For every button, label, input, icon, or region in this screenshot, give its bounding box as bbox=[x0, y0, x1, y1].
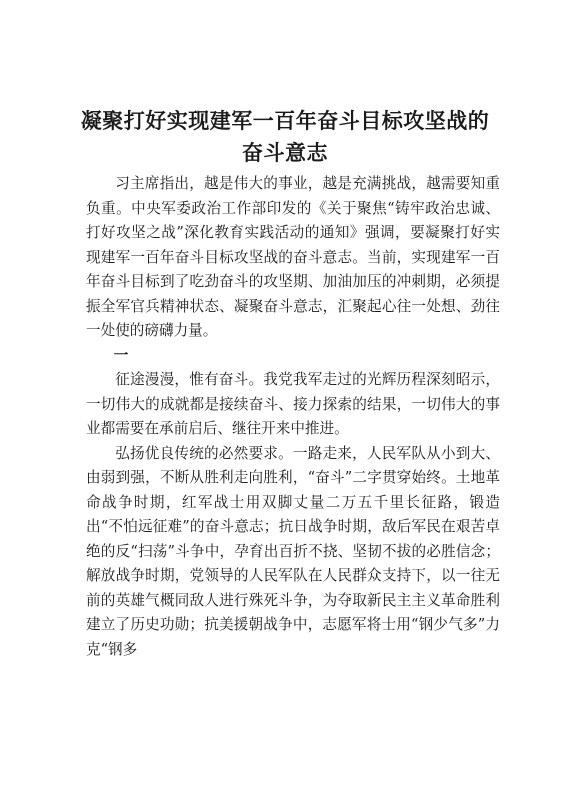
document-title-line-1: 凝聚打好实现建军一百年奋斗目标攻坚战的 bbox=[80, 108, 490, 133]
intro-paragraph: 习主席指出，越是伟大的事业，越是充满挑战，越需要知重负重。中央军委政治工作部印发的《关于聚焦“铸牢政治忠诚、打好攻坚之战”深化教育实践活动的通知》强调，要凝聚打好实现建军一百年奋斗目标攻坚战的奋斗意志。当前，实现建军一百年奋斗目标到了吃劲奋斗的攻坚期、加油加压的冲刺期，必须提振全军官兵精神状态、凝聚奋斗意志，汇聚起心往一处想、劲往一处使的磅礴力量。 bbox=[86, 175, 500, 339]
body-paragraph-2: 弘扬优良传统的必然要求。一路走来，人民军队从小到大、由弱到强，不断从胜利走向胜利，“奋斗”二字贯穿始终。土地革命战争时期，红军战士用双脚丈量二万五千里长征路，锻造出“不怕远征难”的奋斗意志；抗日战争时期，敌后军民在艰苦卓绝的反“扫荡”斗争中，孕育出百折不挠、坚韧不拔的必胜信念；解放战争时期，党领导的人民军队在人民群众支持下，以一往无前的英雄气概同敌人进行殊死斗争，为夺取新民主主义革命胜利建立了历史功勋；抗美援朝战争中，志愿军将士用“钢少气多”力克“钢多 bbox=[86, 444, 500, 658]
section-number: 一 bbox=[113, 346, 129, 364]
body-paragraph-1: 征途漫漫，惟有奋斗。我党我军走过的光辉历程深刻昭示，一切伟大的成就都是接续奋斗、接力探索的结果，一切伟大的事业都需要在承前启后、继往开来中推进。 bbox=[86, 371, 500, 437]
document-body bbox=[86, 172, 500, 662]
document-title-line-2: 奋斗意志 bbox=[242, 140, 328, 165]
